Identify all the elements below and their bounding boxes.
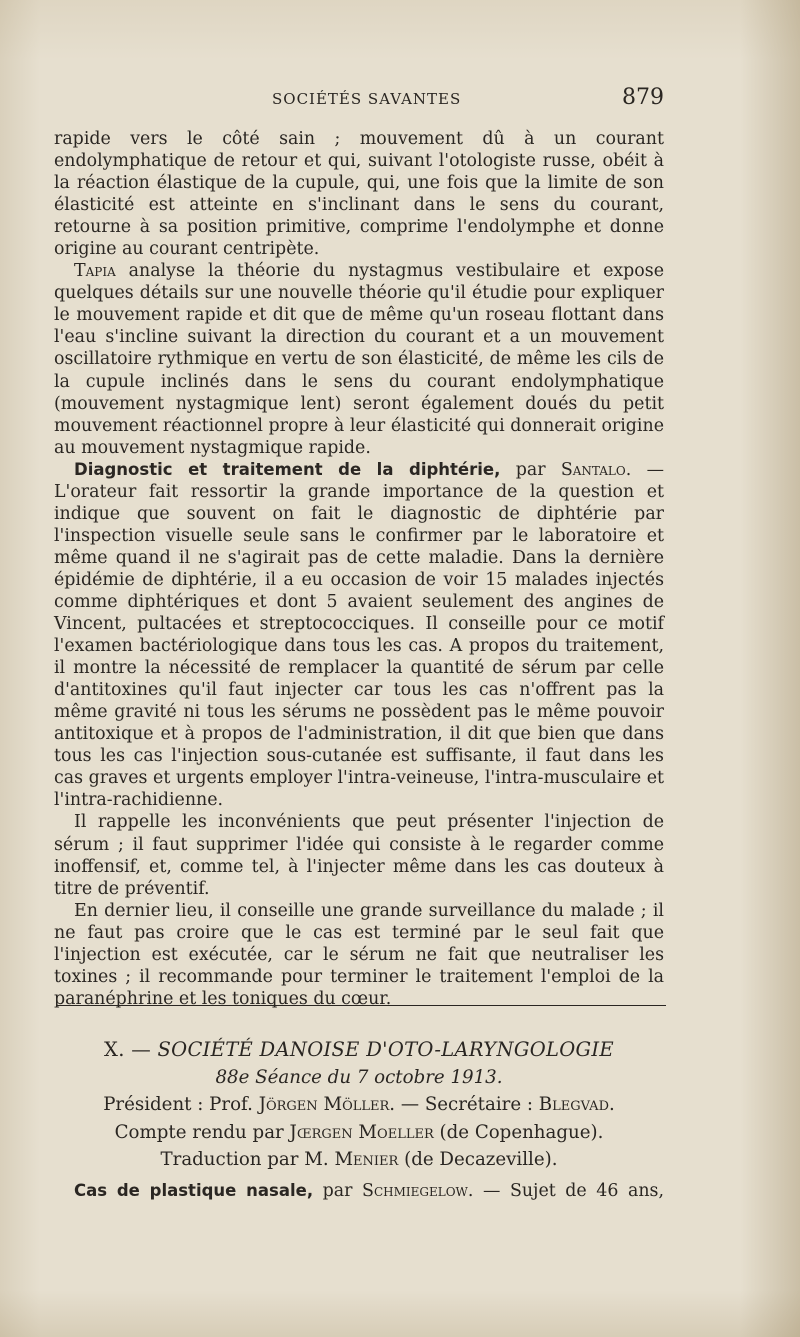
paragraph-serum: Il rappelle les inconvénients que peut présenter l'injection de sérum ; il faut supprimer l'idée qui consiste à le regarder comme inoffensif, et, comme tel, à l'injecter même dans les cas douteux à titre de préventif. xyxy=(54,812,664,899)
society-block xyxy=(54,1036,664,1174)
translation-line xyxy=(54,1146,664,1174)
paragraph-tapia xyxy=(54,260,664,458)
page-header xyxy=(0,85,800,112)
session-date: 88e Séance du 7 octobre 1913. xyxy=(215,1066,503,1088)
reporter-name: Jœrgen Moeller xyxy=(289,1121,434,1143)
par-word: par xyxy=(500,459,561,480)
society-title xyxy=(54,1036,664,1064)
paragraph-text: . — L'orateur fait ressortir la grande importance de la question et indique que souvent on fait le diagnostic de diphtérie par l'inspection visuelle seule sans le confirmer par le laboratoire et même quand il ne s'agirait pas de cette maladie. Dans la dernière épidémie de diphtérie, il a eu occasion de voir 15 malades injectés comme diphtériques et dont 5 avaient seulement des angines de Vincent, pultacées et streptococciques. Il conseille pour ce motif l'examen bactériologique dans tous les cas. A propos du traitement, il montre la nécessité de remplacer la quantité de sérum par celle d'antitoxines qu'il faut injecter car tous les cas n'offrent pas la même gravité ni tous les sérums ne possèdent pas le même pouvoir antitoxique et à propos de l'administration, il dit que bien que dans tous les cas l'injection sous-cutanée est suffisante, il faut dans les cas graves et urgents employer l'intra-veineuse, l'intra-musculaire et l'intra-rachidienne. xyxy=(54,459,664,811)
author-name: Schmiegelow xyxy=(362,1181,468,1201)
page-number: 879 xyxy=(622,85,664,110)
end-dot: . xyxy=(609,1094,615,1115)
paragraph-conclusion: En dernier lieu, il conseille une grande surveillance du malade ; il ne faut pas croire que le cas est terminé par le seul fait que l'injection est exécutée, car le sérum ne fait que neutraliser les toxines ; il recommande pour terminer le traitement l'emploi de la paranéphrine et les toniques du cœur. xyxy=(54,900,664,1009)
paragraph-continuation: rapide vers le côté sain ; mouvement dû à un courant endolymphatique de retour et qui, suivant l'otologiste russe, obéit à la réaction élastique de la cupule, qui, une fois que la limite de son élasticité est atteinte en s'inclinant dans le sens du courant, retourne à sa position primitive, comprime l'endolymphe et donne origine au courant centripète. xyxy=(54,129,664,260)
running-head: SOCIÉTÉS SAVANTES xyxy=(272,90,462,108)
report-label: Compte rendu par xyxy=(114,1121,290,1143)
author-name: Tapia xyxy=(74,261,116,282)
president-label: Président : Prof. xyxy=(103,1094,259,1115)
society-name: SOCIÉTÉ DANOISE D'OTO-LARYNGOLOGIE xyxy=(157,1038,614,1061)
entry-heading: Cas de plastique nasale, xyxy=(74,1181,314,1200)
president-name: Jörgen Möller xyxy=(258,1094,390,1115)
article-body xyxy=(54,128,664,1010)
translation-place: (de Decazeville). xyxy=(398,1149,558,1170)
secretary-label: . — Secrétaire : xyxy=(389,1094,539,1115)
paragraph-text: analyse la théorie du nystagmus vestibulaire et expose quelques détails sur une nouvelle théorie qu'il étudie pour expliquer le mouvement rapide et dit que de même qu'un roseau flottant dans l'eau s'incline suivant la direction du courant et a un mouvement oscillatoire rythmique en vertu de son élasticité, de même les cils de la cupule inclinés dans le sens du courant endolymphatique (mouvement nystagmique lent) seront également doués du petit mouvement réactionnel propre à leur élasticité qui donnerait origine au mouvement nystagmique rapide. xyxy=(54,261,664,458)
section-number: X. — xyxy=(104,1038,158,1061)
officers-line xyxy=(54,1091,664,1119)
entry-text: . — Sujet de 46 ans, xyxy=(467,1181,665,1201)
section-divider xyxy=(56,1005,666,1006)
section-heading: Diagnostic et traitement de la diphtérie, xyxy=(74,459,501,479)
translation-label: Traduction par M. xyxy=(160,1149,335,1170)
par-word: par xyxy=(313,1181,363,1201)
entry-line xyxy=(54,1180,664,1202)
report-line xyxy=(54,1119,664,1147)
secretary-name: Blegvad xyxy=(538,1094,609,1115)
author-name: Santalo xyxy=(560,459,626,480)
paragraph-diphteria xyxy=(54,459,664,812)
report-place: (de Copenhague). xyxy=(433,1121,604,1143)
translator-name: Menier xyxy=(334,1149,399,1170)
entry-nasal-plastic xyxy=(54,1180,664,1202)
